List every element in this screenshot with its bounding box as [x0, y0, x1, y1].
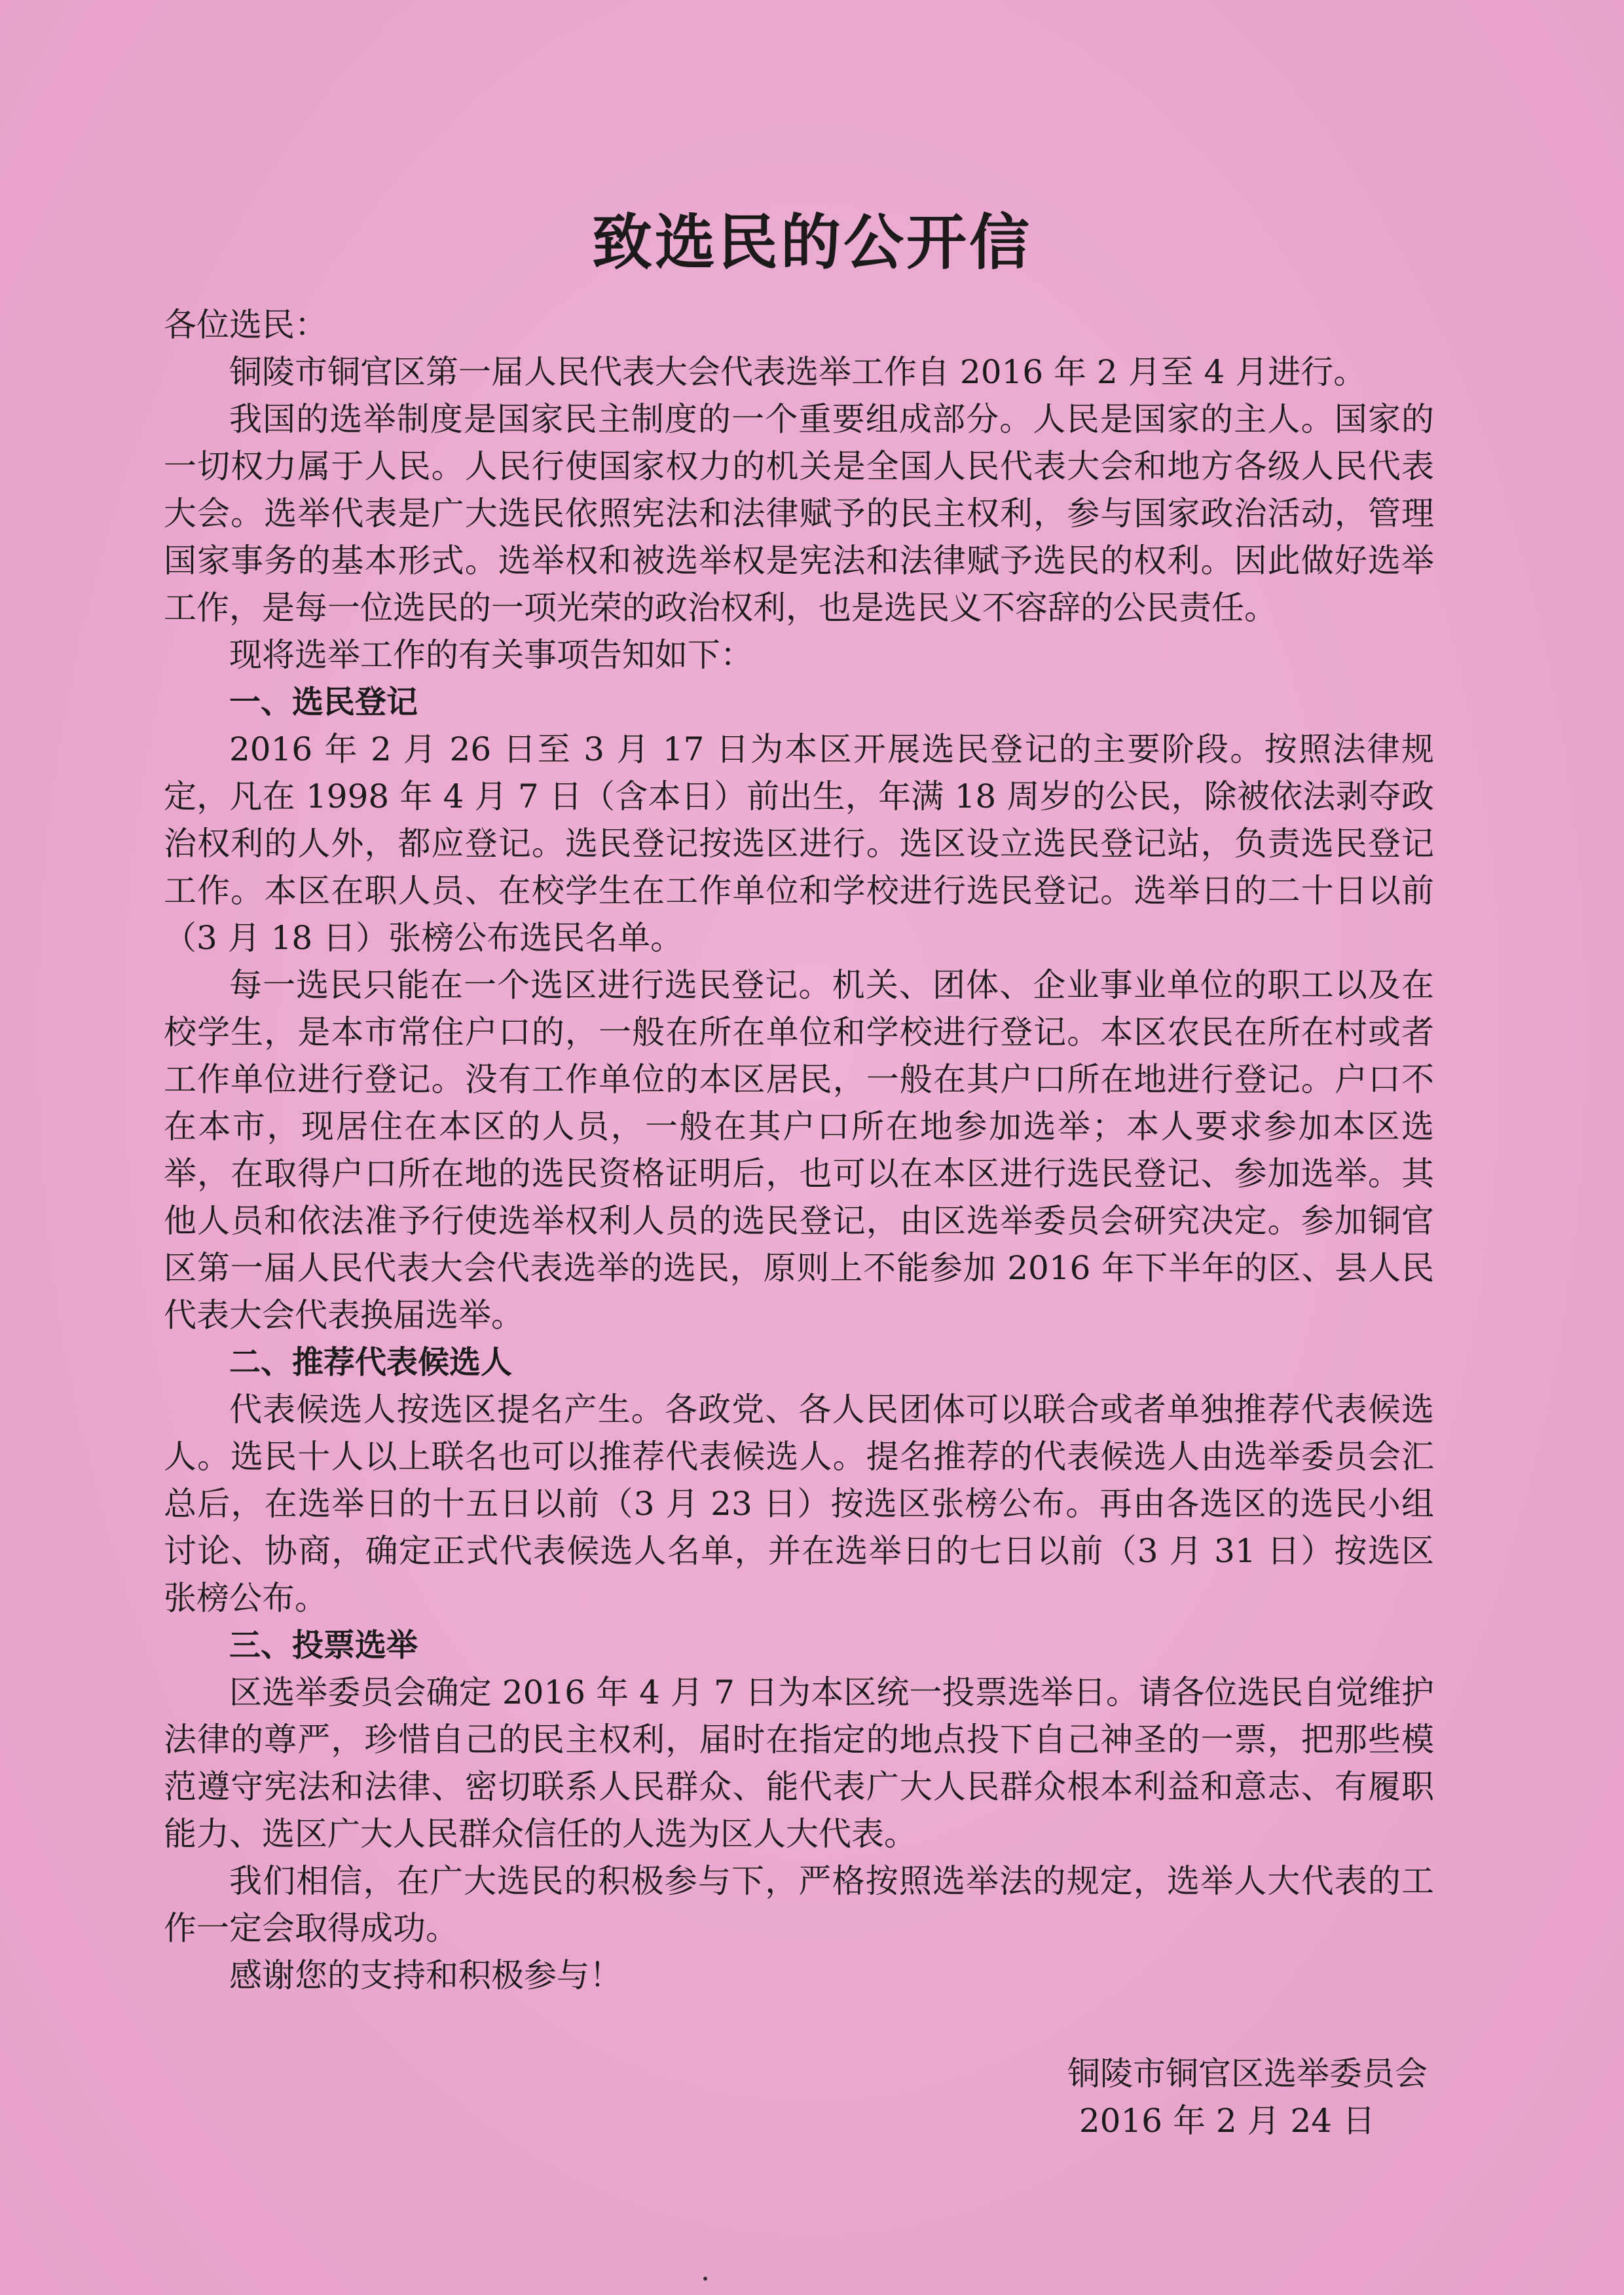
- letter-title: 致选民的公开信: [591, 207, 1032, 278]
- intro-paragraph-1: 铜陵市铜官区第一届人民代表大会代表选举工作自 2016 年 2 月至 4 月进行。: [229, 353, 1367, 391]
- registration-paragraph-1: 2016 年 2 月 26 日至 3 月 17 日为本区开展选民登记的主要阶段。按照法律规定，凡在 1998 年 4 月 7 日（含本日）前出生，年满 18 周岁的公民，除被依法剥夺政治权利的人外，都应登记。选民登记按选区进行。选区设立选民登记站，负责选民登记工作。本区在职人员、在校学生在工作单位和学校进行选民登记。选举日的二十日以前（3 月 18 日）张榜公布选民名单。: [164, 730, 1434, 957]
- registration-paragraph-2: 每一选民只能在一个选区进行选民登记。机关、团体、企业事业单位的职工以及在校学生，是本市常住户口的，一般在所在单位和学校进行登记。本区农民在所在村或者工作单位进行登记。没有工作单位的本区居民，一般在其户口所在地进行登记。户口不在本市，现居住在本区的人员，一般在其户口所在地参加选举；本人要求参加本区选举，在取得户口所在地的选民资格证明后，也可以在本区进行选民登记、参加选举。其他人员和依法准予行使选举权利人员的选民登记，由区选举委员会研究决定。参加铜官区第一届人民代表大会代表选举的选民，原则上不能参加 2016 年下半年的区、县人民代表大会代表换届选举。: [164, 966, 1434, 1334]
- intro-paragraph-3: 现将选举工作的有关事项告知如下：: [229, 636, 753, 674]
- closing-paragraph-2: 感谢您的支持和积极参与！: [229, 1956, 622, 1994]
- letter-body: [164, 301, 1434, 1999]
- signature-organization: 铜陵市铜官区选举委员会: [1067, 2055, 1428, 2093]
- greeting: 各位选民：: [164, 306, 327, 344]
- scan-speck: [703, 2277, 707, 2281]
- signature-date: 2016 年 2 月 24 日: [1079, 2102, 1375, 2140]
- section-heading-voting: 三、投票选举: [229, 1627, 418, 1664]
- section-heading-voter-registration: 一、选民登记: [229, 684, 418, 720]
- voting-paragraph: 区选举委员会确定 2016 年 4 月 7 日为本区统一投票选举日。请各位选民自觉维护法律的尊严，珍惜自己的民主权利，届时在指定的地点投下自己神圣的一票，把那些模范遵守宪法和法律、密切联系人民群众、能代表广大人民群众根本利益和意志、有履职能力、选区广大人民群众信任的人选为区人大代表。: [164, 1673, 1434, 1853]
- intro-paragraph-2: 我国的选举制度是国家民主制度的一个重要组成部分。人民是国家的主人。国家的一切权力属于人民。人民行使国家权力的机关是全国人民代表大会和地方各级人民代表大会。选举代表是广大选民依照宪法和法律赋予的民主权利，参与国家政治活动，管理国家事务的基本形式。选举权和被选举权是宪法和法律赋予选民的权利。因此做好选举工作，是每一位选民的一项光荣的政治权利，也是选民义不容辞的公民责任。: [164, 400, 1434, 627]
- closing-paragraph-1: 我们相信，在广大选民的积极参与下，严格按照选举法的规定，选举人大代表的工作一定会取得成功。: [164, 1862, 1434, 1947]
- nomination-paragraph: 代表候选人按选区提名产生。各政党、各人民团体可以联合或者单独推荐代表候选人。选民十人以上联名也可以推荐代表候选人。提名推荐的代表候选人由选举委员会汇总后，在选举日的十五日以前（3 月 23 日）按选区张榜公布。再由各选区的选民小组讨论、协商，确定正式代表候选人名单，并在选举日的七日以前（3 月 31 日）按选区张榜公布。: [164, 1390, 1434, 1617]
- signature-block: [1067, 2050, 1428, 2144]
- section-heading-candidate-nomination: 二、推荐代表候选人: [229, 1344, 513, 1381]
